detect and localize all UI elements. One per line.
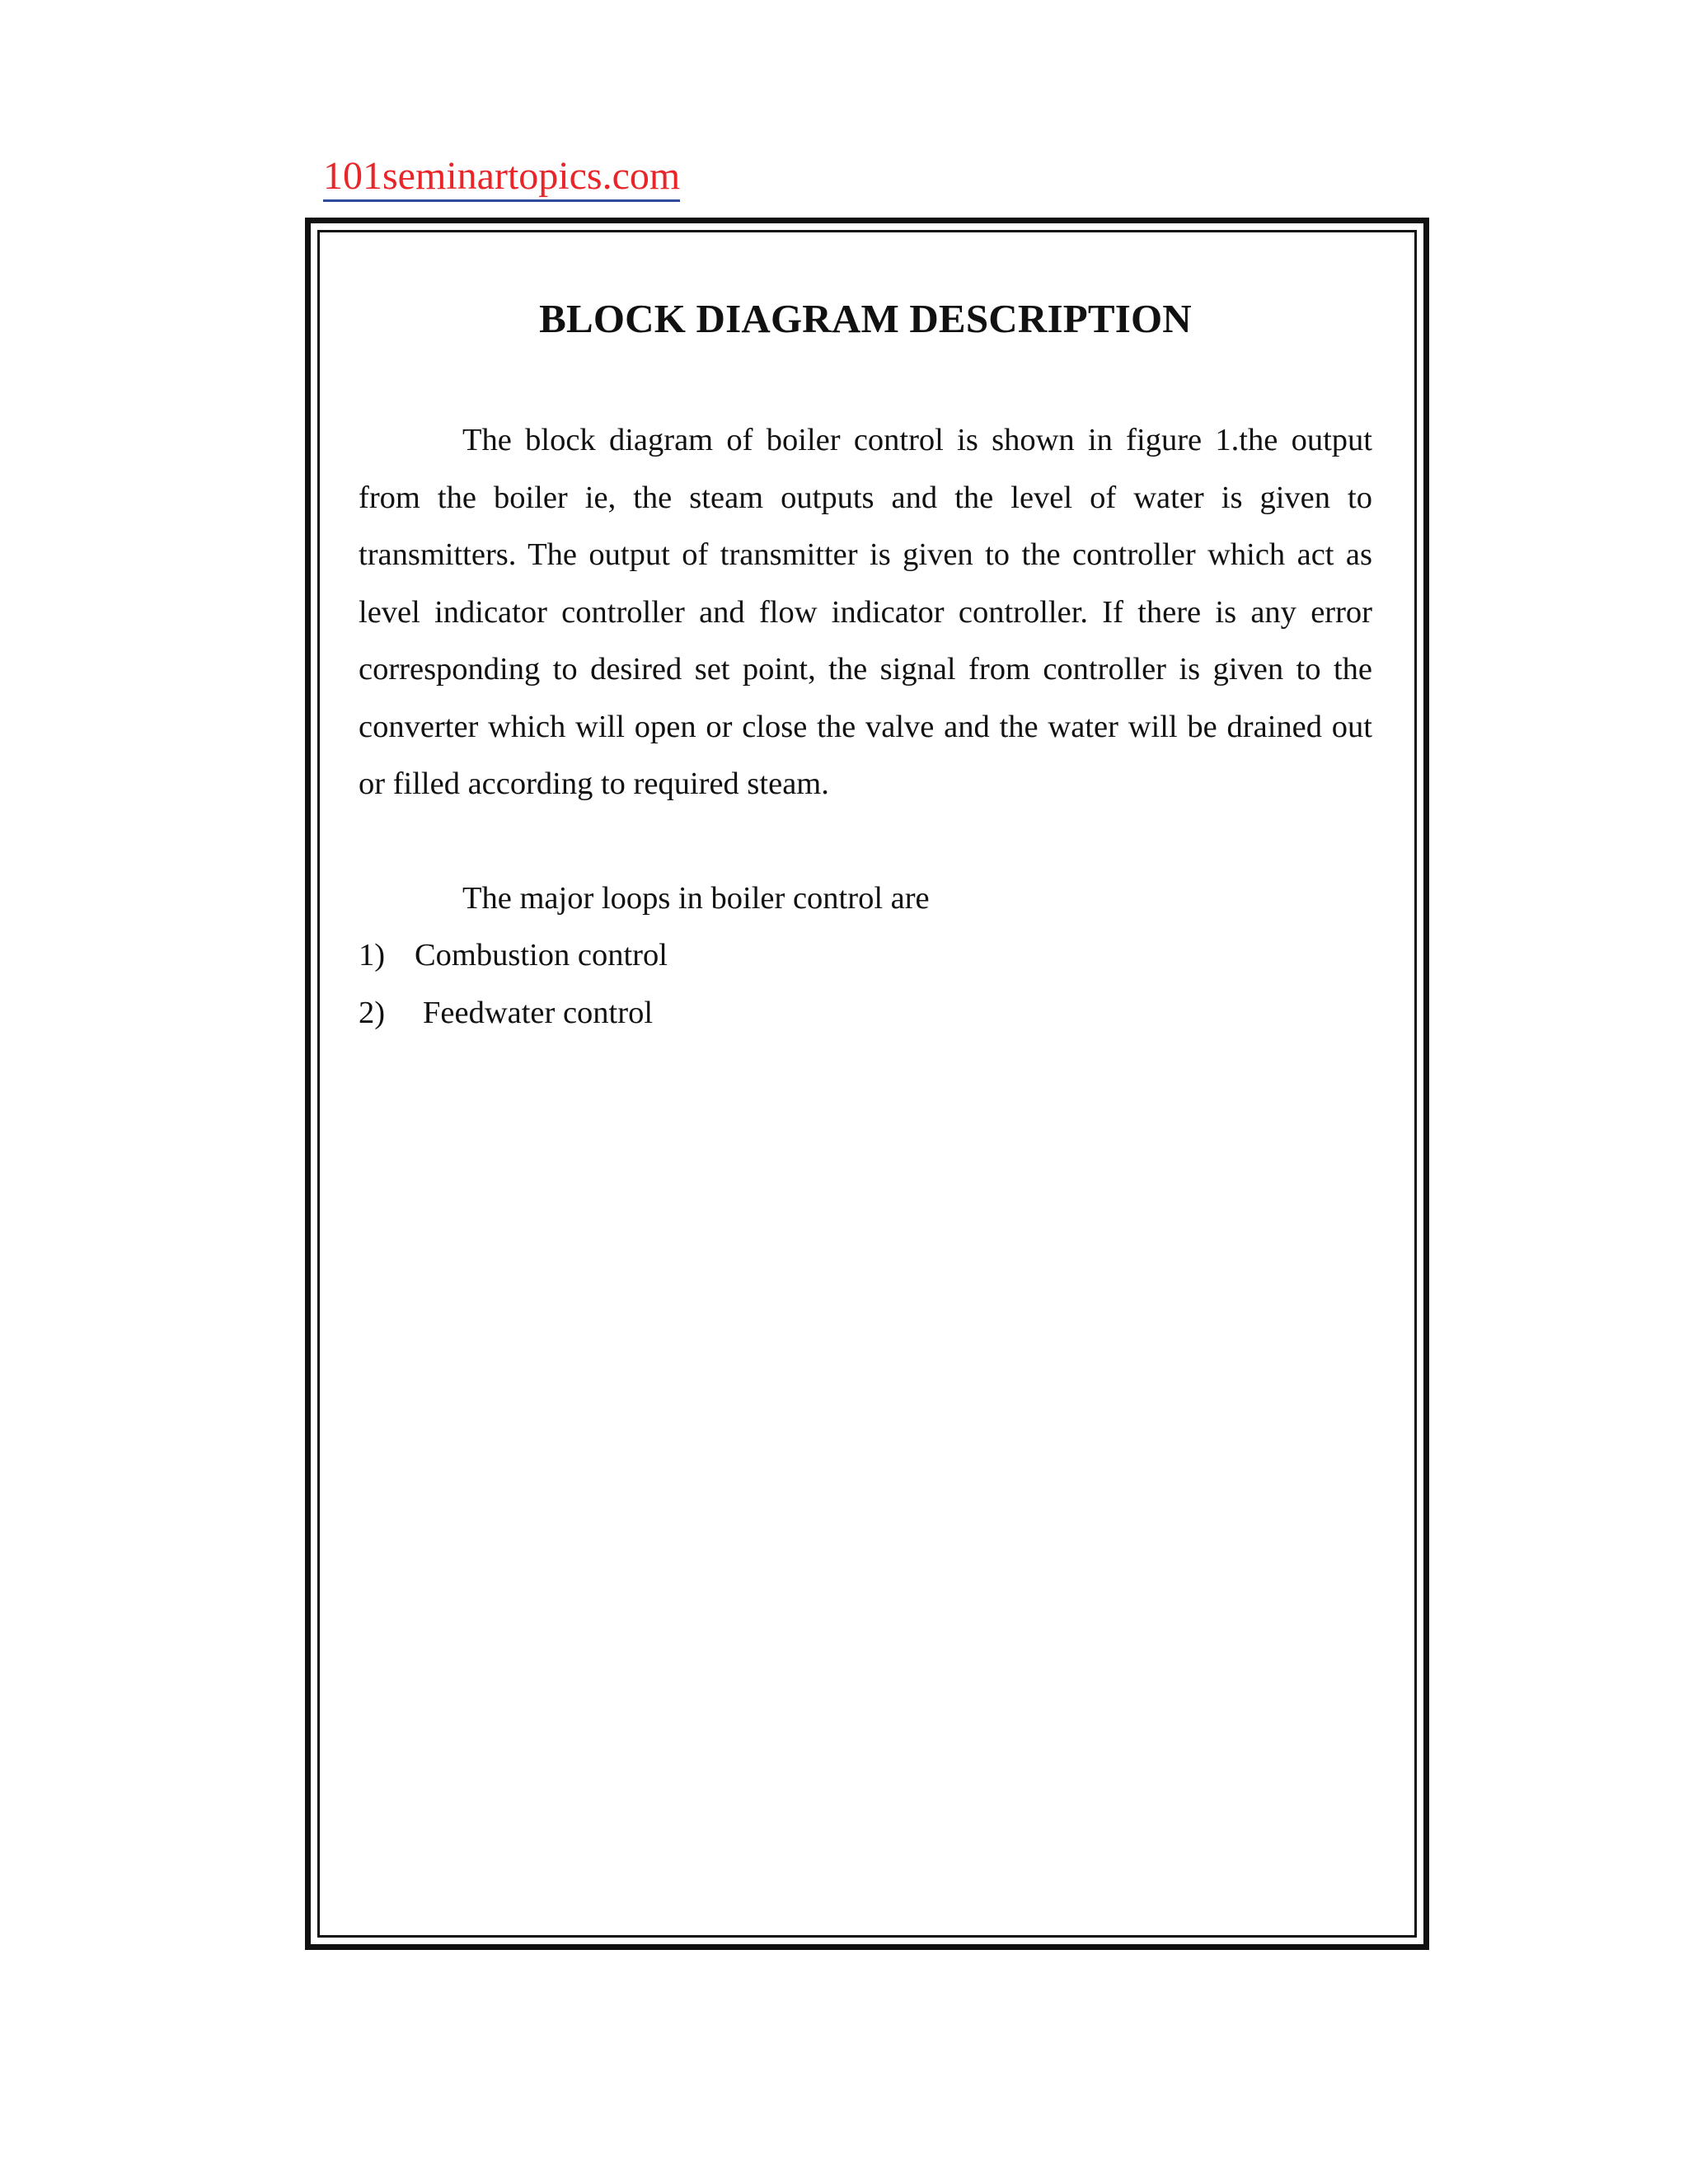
list-item-text: Combustion control [415, 938, 668, 972]
list-item-number: 2) [359, 995, 386, 1030]
loops-list [359, 927, 1372, 1042]
document-body [359, 288, 1372, 1042]
site-link[interactable]: 101seminartopics.com [323, 153, 680, 202]
loops-intro-paragraph: The major loops in boiler control are [462, 880, 930, 916]
list-item-text: Feedwater control [423, 995, 654, 1030]
list-item-number: 1) [359, 938, 386, 972]
description-paragraph: The block diagram of boiler control is shown in figure 1.the output from the boiler ie, the steam outputs and the level of water is given to transmitters. The output of transmitter is given to the controller which act as level indicator controller and flow indicator controller. If there is any error corresponding to desired set point, the signal from controller is given to the converter which will open or close the valve and the water will be drained out or filled according to required steam. [359, 423, 1372, 801]
list-item [359, 985, 1372, 1043]
page-title: BLOCK DIAGRAM DESCRIPTION [539, 296, 1192, 341]
list-item [359, 927, 1372, 985]
